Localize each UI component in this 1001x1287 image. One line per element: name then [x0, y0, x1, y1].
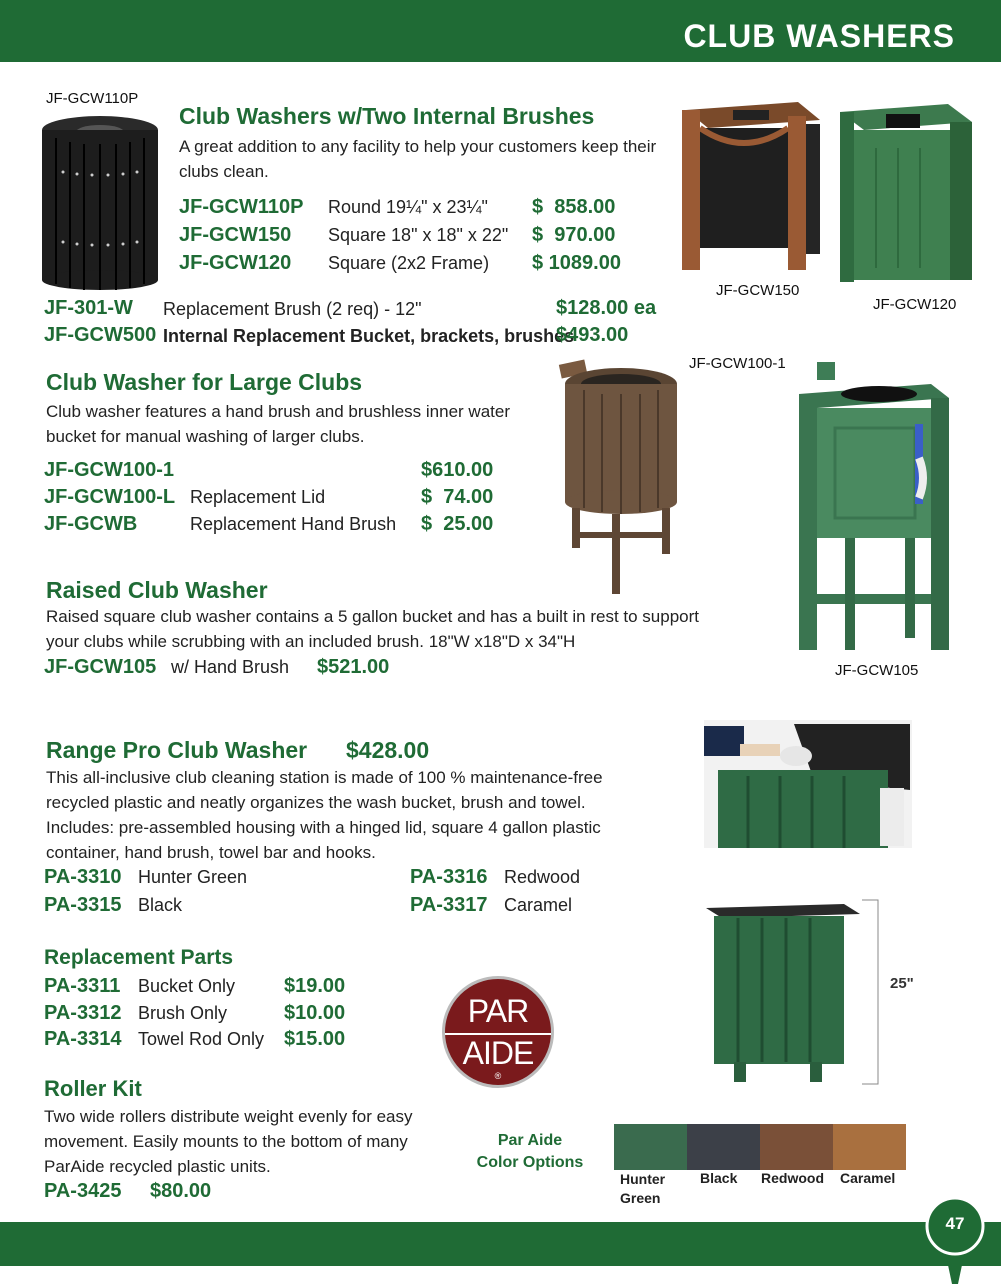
section2-item-price: $ 74.00 — [421, 486, 494, 508]
section3-price: $521.00 — [317, 656, 390, 678]
part-sku: PA-3311 — [44, 975, 121, 997]
color-name: Hunter Green — [138, 867, 248, 887]
section1-item-price: $ 858.00 — [532, 196, 616, 218]
par-aide-logo — [442, 976, 554, 1088]
section1-item-sku: JF-GCW120 — [179, 252, 292, 274]
section2-item-sku: JF-GCW100-L — [44, 486, 176, 508]
caption-gcw100-1: JF-GCW100-1 — [689, 355, 786, 372]
logo-registered-mark: ® — [494, 1071, 502, 1081]
section1-description: A great addition to any facility to help your customers keep their clubs clean. — [179, 137, 657, 181]
page-title: CLUB WASHERS — [683, 18, 955, 54]
footer-bar — [0, 1222, 1001, 1266]
range-pro-open-image — [704, 720, 912, 848]
swatch-label-line1: Hunter — [620, 1171, 666, 1187]
logo-line1: PAR — [467, 993, 529, 1029]
page-number: 47 — [945, 1214, 965, 1233]
section2-item-desc: Replacement Hand Brush — [190, 514, 397, 534]
section4-description: This all-inclusive club cleaning station is made of 100 % maintenance-free recycled plastic and neatly organizes the wash bucket, brush and towel. Includes: pre-assembled housing with a hinged lid, square 4 gallon plastic container, hand brush, towel bar and hooks. — [46, 768, 603, 862]
section2-description: Club washer features a hand brush and brushless inner water bucket for manual washing of larger clubs. — [46, 402, 510, 446]
part-sku: PA-3312 — [44, 1002, 122, 1024]
color-options-title — [470, 1130, 590, 1174]
section1-item-price: $ 970.00 — [532, 224, 616, 246]
color-sku: PA-3316 — [410, 866, 488, 888]
color-name: Black — [138, 895, 183, 915]
section1-item-desc: Square 18" x 18" x 22" — [328, 225, 509, 245]
section2-item-sku: JF-GCWB — [44, 513, 138, 535]
roller-kit-price: $80.00 — [150, 1180, 212, 1202]
part-price: $19.00 — [284, 975, 346, 997]
section3-description: Raised square club washer contains a 5 gallon bucket and has a built in rest to support your clubs while scrubbing with an included brush. 18"W x18"D x 34"H — [46, 607, 700, 651]
section1-item-sku: JF-GCW150 — [179, 224, 292, 246]
section4-title: Range Pro Club Washer — [46, 737, 308, 763]
caption-gcw105: JF-GCW105 — [835, 662, 919, 679]
section1-part-price: $493.00 — [556, 324, 629, 346]
part-desc: Towel Rod Only — [138, 1029, 265, 1049]
section2-title: Club Washer for Large Clubs — [46, 369, 363, 395]
raised-club-washer-image — [795, 358, 955, 658]
section4-price: $428.00 — [346, 737, 430, 763]
section1-part-desc: Replacement Brush (2 req) - 12" — [163, 299, 422, 319]
large-club-washer-image — [556, 358, 686, 598]
color-name: Redwood — [504, 867, 581, 887]
swatch-redwood — [760, 1124, 833, 1170]
caption-gcw120: JF-GCW120 — [873, 296, 957, 313]
part-price: $10.00 — [284, 1002, 346, 1024]
roller-kit-sku: PA-3425 — [44, 1180, 122, 1202]
caption-gcw150: JF-GCW150 — [716, 282, 800, 299]
section2-item-price: $610.00 — [421, 459, 494, 481]
section3-desc: w/ Hand Brush — [171, 657, 290, 677]
square-washer-brown-image — [678, 98, 824, 276]
swatch-label-line2: Green — [620, 1190, 661, 1206]
section1-part-sku: JF-301-W — [44, 297, 133, 319]
golf-ball-tee-icon — [924, 1196, 986, 1286]
swatch-hunter-green — [614, 1124, 687, 1170]
swatch-label-redwood: Redwood — [761, 1170, 824, 1186]
range-pro-closed-image — [704, 896, 862, 1088]
section1-item-desc: Round 19¼" x 23¼" — [328, 197, 488, 217]
swatch-label-hunter-green — [620, 1170, 665, 1208]
color-sku: PA-3315 — [44, 894, 122, 916]
part-price: $15.00 — [284, 1028, 346, 1050]
section3-title: Raised Club Washer — [46, 577, 268, 603]
section3-sku: JF-GCW105 — [44, 656, 157, 678]
color-sku: PA-3310 — [44, 866, 122, 888]
dimension-bracket — [858, 898, 884, 1088]
swatch-label-black: Black — [700, 1170, 738, 1186]
section1-item-price: $ 1089.00 — [532, 252, 621, 274]
swatch-label-caramel: Caramel — [840, 1170, 896, 1186]
section1-title: Club Washers w/Two Internal Brushes — [179, 103, 595, 129]
swatch-caramel — [833, 1124, 906, 1170]
section1-item-sku: JF-GCW110P — [179, 196, 304, 218]
swatch-black — [687, 1124, 760, 1170]
color-options-title-line1: Par Aide — [497, 1132, 563, 1149]
section1-part-sku: JF-GCW500 — [44, 324, 157, 346]
section1-part-price: $128.00 ea — [556, 297, 657, 319]
part-desc: Bucket Only — [138, 976, 236, 996]
dimension-label: 25" — [890, 975, 914, 992]
part-sku: PA-3314 — [44, 1028, 122, 1050]
section1-item-desc: Square (2x2 Frame) — [328, 253, 490, 273]
color-sku: PA-3317 — [410, 894, 488, 916]
color-options-title-line2: Color Options — [476, 1154, 584, 1171]
section1-part-desc: Internal Replacement Bucket, brackets, brushes — [163, 326, 575, 346]
square-washer-green-image — [836, 98, 976, 288]
replacement-parts-title: Replacement Parts — [44, 946, 234, 969]
section2-item-desc: Replacement Lid — [190, 487, 326, 507]
roller-kit-title: Roller Kit — [44, 1076, 142, 1101]
round-washer-image — [38, 112, 162, 292]
section2-item-price: $ 25.00 — [421, 513, 494, 535]
header-bar — [0, 0, 1001, 62]
section2-item-sku: JF-GCW100-1 — [44, 459, 175, 481]
image-label-gcw110p: JF-GCW110P — [46, 90, 139, 107]
logo-line2: AIDE — [462, 1035, 534, 1071]
color-name: Caramel — [504, 895, 573, 915]
part-desc: Brush Only — [138, 1003, 228, 1023]
roller-kit-description: Two wide rollers distribute weight evenly for easy movement. Easily mounts to the bottom of many ParAide recycled plastic units. — [44, 1107, 413, 1176]
